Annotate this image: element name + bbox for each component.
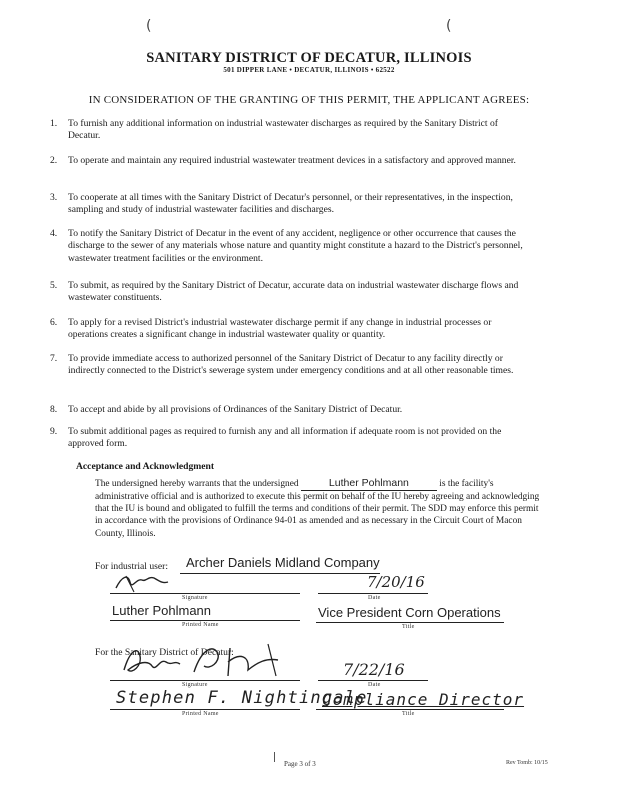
item-text: To provide immediate access to authorized personnel of the Sanitary District of Decatur to any facility directly or indirectly connected to the District's sewerage system under emergency conditions and at all other reasonable times. [68,353,514,377]
form-id: Rev Tomb: 10/15 [506,760,548,766]
item-text: To operate and maintain any required industrial wastewater treatment devices in a satisfactory and approved manner. [68,155,516,166]
item-text: To submit, as required by the Sanitary District of Decatur, accurate data on industrial wastewater discharge flows and wastewater constituents. [68,280,519,304]
item-number: 7. [50,353,58,364]
company-line [180,573,380,574]
item-text: To submit additional pages as required to furnish any and all information if adequate room is not provided on the approved form. [68,426,502,450]
district-address: 501 DIPPER LANE • DECATUR, ILLINOIS • 62522 [223,66,395,74]
district-label: For the Sanitary District of Decatur: [95,647,234,658]
signer-name-value: Luther Pohlmann [328,477,409,489]
agreement-heading: IN CONSIDERATION OF THE GRANTING OF THIS PERMIT, THE APPLICANT AGREES: [88,94,530,106]
item-number: 5. [50,280,58,291]
ack-text-after: is the [439,479,460,489]
item-number: 1. [50,118,58,129]
industrial-name-line [110,620,300,621]
item-number: 3. [50,192,58,203]
district-signature-line [110,680,300,681]
acknowledgement-heading: Acceptance and Acknowledgment [76,461,215,472]
footer-tick [274,752,275,762]
item-number: 9. [50,426,58,437]
item-number: 4. [50,228,58,239]
industrial-date-line [318,593,428,594]
district-signature [118,640,288,682]
industrial-title-value[interactable]: Vice President Corn Operations [318,605,501,620]
industrial-date-value[interactable]: 7/20/16 [367,573,425,591]
document-title: SANITARY DISTRICT OF DECATUR, ILLINOIS [146,50,472,66]
district-printed-name[interactable]: Stephen F. Nightingale [116,688,368,708]
item-text: To cooperate at all times with the Sanitary District of Decatur's personnel, or their representatives, in the inspection, sampling and study of industrial wastewater facilities and discharges. [68,192,513,216]
company-name[interactable]: Archer Daniels Midland Company [186,555,380,570]
industrial-date-caption: Date [368,595,381,601]
industrial-user-label: For industrial user: [95,561,169,572]
district-date-caption: Date [368,682,381,688]
scan-mark-right: ( [446,18,452,34]
signer-name-field[interactable] [301,478,437,491]
industrial-user-signature [112,570,172,594]
district-title-caption: Title [402,711,415,717]
ack-text-before: The undersigned hereby warrants that the undersigned [95,479,299,489]
item-text: To apply for a revised District's industrial wastewater discharge permit if any change in industrial processes or operations creates a significant change in industrial wastewater quality or quantity. [68,317,492,341]
industrial-signature-caption: Signature [182,595,208,601]
item-number: 2. [50,155,58,166]
page-number: Page 3 of 3 [284,760,316,768]
district-title-line [316,709,504,710]
item-number: 8. [50,404,58,415]
industrial-title-caption: Title [402,624,415,630]
item-number: 6. [50,317,58,328]
industrial-name-caption: Printed Name [182,622,219,628]
district-date-value[interactable]: 7/22/16 [343,660,405,679]
acknowledgement-paragraph [95,478,545,540]
industrial-signature-line [110,593,300,594]
district-date-line [318,680,428,681]
item-text: To accept and abide by all provisions of Ordinances of the Sanitary District of Decatur. [68,404,403,415]
item-text: To notify the Sanitary District of Decatur in the event of any accident, negligence or other occurrence that causes the discharge to the sewer of any materials whose nature and quantity might constitute a hazard to the District's personnel, wastewater treatment facilities or the environment. [68,228,523,264]
district-name-line [110,709,300,710]
industrial-printed-name[interactable]: Luther Pohlmann [112,603,212,618]
industrial-title-line [316,622,504,623]
item-text: To furnish any additional information on industrial wastewater discharges as required by the Sanitary District of Decatur. [68,118,498,142]
district-signature-caption: Signature [182,682,208,688]
scan-mark-left: ( [146,18,152,34]
ack-text-body: facility's administrative official and is authorized to execute this permit on behalf of the IU hereby agreeing and acknowledging that the IU is bound and obligated to fulfill the terms and conditions of their permit. The SDD may enforce this permit in accordance with the provisions of Ordinance 94-01 as amended and as necessary in the Circuit Court of Macon County, Illinois. [95,479,540,539]
district-title-value[interactable]: Compliance Director [322,690,525,709]
district-name-caption: Printed Name [182,711,219,717]
